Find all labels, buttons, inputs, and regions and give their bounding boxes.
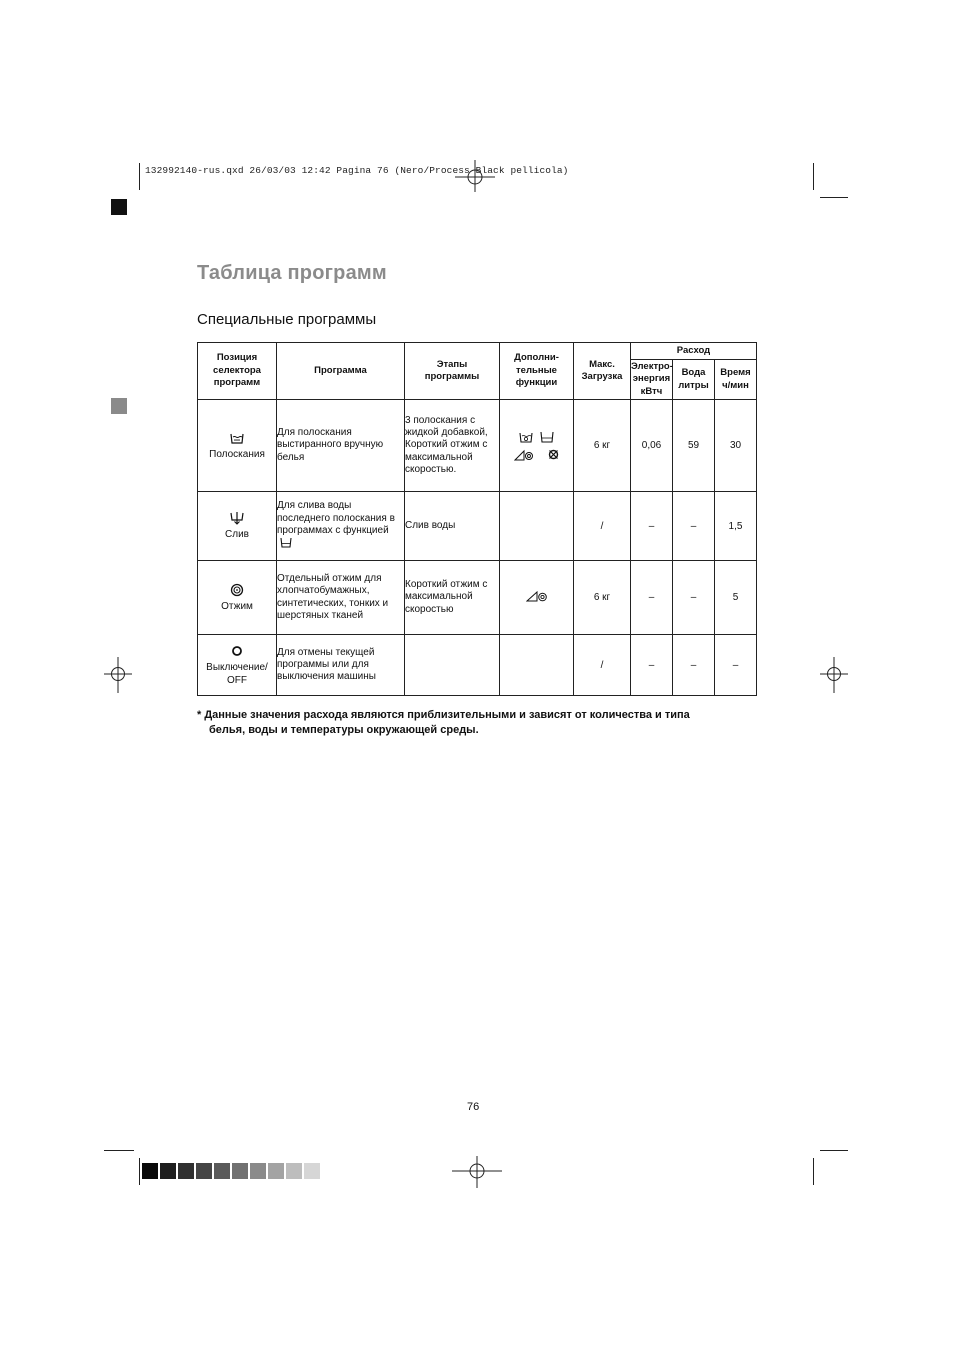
grey-square-marker [111,398,127,414]
page-title: Таблица программ [197,262,387,284]
water-cell: – [673,492,715,561]
water-cell: – [673,561,715,635]
header-time: Время ч/мин [715,360,757,400]
color-swatch [286,1163,302,1179]
program-stages: Слив воды [405,492,500,561]
max-load-cell: 6 кг [574,561,631,635]
registration-mark-icon [455,160,495,192]
header-max-load: Макс. Загрузка [574,343,631,400]
registration-mark-icon [452,1156,502,1188]
position-cell [198,635,277,696]
off-circle-icon [231,643,243,659]
water-cell: – [673,635,715,696]
footnote-line: * Данные значения расхода являются приблизительными и зависят от количества и типа [197,709,690,721]
crop-mark [139,163,140,190]
page-number: 76 [467,1101,480,1113]
max-load-cell: 6 кг [574,400,631,492]
max-load-cell: / [574,492,631,561]
program-description: Для слива воды последнего полоскания в программах с функцией [277,500,395,536]
spin-icon [230,582,244,598]
footnote [197,708,757,737]
program-name: Выключение/ OFF [206,662,268,686]
color-swatch [142,1163,158,1179]
programs-table [197,342,757,696]
header-consumption: Расход [631,343,757,360]
color-swatch [250,1163,266,1179]
crop-mark [139,1158,140,1185]
program-description: Для отмены текущей программы или для выключения машины [277,635,405,696]
energy-cell: – [631,635,673,696]
color-swatch [232,1163,248,1179]
extra-functions-cell [500,400,574,492]
black-square-marker [111,199,127,215]
table-row [198,492,757,561]
header-stages: Этапы программы [405,343,500,400]
energy-cell: – [631,561,673,635]
extra-functions-cell [500,561,574,635]
crop-mark [820,197,848,198]
crop-mark [813,1158,814,1185]
program-name: Отжим [221,600,253,612]
file-slug: 132992140-rus.qxd 26/03/03 12:42 Pagina 76 (Nero/Process Black pellicola) [145,165,569,176]
color-swatch [178,1163,194,1179]
color-swatch [268,1163,284,1179]
color-swatch [196,1163,212,1179]
position-cell [198,561,277,635]
crop-mark [104,1150,134,1151]
program-stages: 3 полоскания с жидкой добавкой, Короткий отжим с максимальной скоростью. [405,400,500,492]
registration-mark-icon [104,657,132,693]
header-position: Позиция селектора программ [198,343,277,400]
header-program: Программа [277,343,405,400]
time-cell: 30 [715,400,757,492]
energy-cell: – [631,492,673,561]
energy-cell: 0,06 [631,400,673,492]
program-description-cell [277,492,405,561]
program-description: Для полоскания выстиранного вручную белья [277,400,405,492]
rinse-tub-icon [230,430,244,446]
position-cell [198,492,277,561]
table-row [198,561,757,635]
time-cell: 1,5 [715,492,757,561]
water-cell: 59 [673,400,715,492]
program-stages [405,635,500,696]
color-swatch [160,1163,176,1179]
section-subtitle: Специальные программы [197,311,377,328]
color-control-bar [142,1163,320,1179]
color-swatch [304,1163,320,1179]
crop-mark [820,1150,848,1151]
rinse-hold-icon [280,537,292,548]
short-spin-icon [514,449,534,461]
header-water: Вода литры [673,360,715,400]
time-cell: 5 [715,561,757,635]
crop-mark [813,163,814,190]
extra-functions-cell [500,492,574,561]
program-stages: Короткий отжим с максимальной скоростью [405,561,500,635]
header-extra-functions: Дополни- тельные функции [500,343,574,400]
drain-icon [230,510,244,526]
footnote-line: белья, воды и температуры окружающей среды. [209,723,479,736]
table-row [198,635,757,696]
rinse-plus-icon [519,431,533,443]
table-row [198,400,757,492]
time-cell: – [715,635,757,696]
color-swatch [214,1163,230,1179]
rinse-hold-icon [540,431,554,443]
max-load-cell: / [574,635,631,696]
position-cell [198,400,277,492]
program-description: Отдельный отжим для хлопчатобумажных, синтетических, тонких и шерстяных тканей [277,561,405,635]
no-spin-icon [548,449,559,460]
extra-functions-cell [500,635,574,696]
registration-mark-icon [820,657,848,693]
short-spin-icon [526,590,548,602]
program-name: Слив [225,529,249,541]
program-name: Полоскания [209,448,265,460]
header-energy: Электро- энергия кВтч [631,360,673,400]
